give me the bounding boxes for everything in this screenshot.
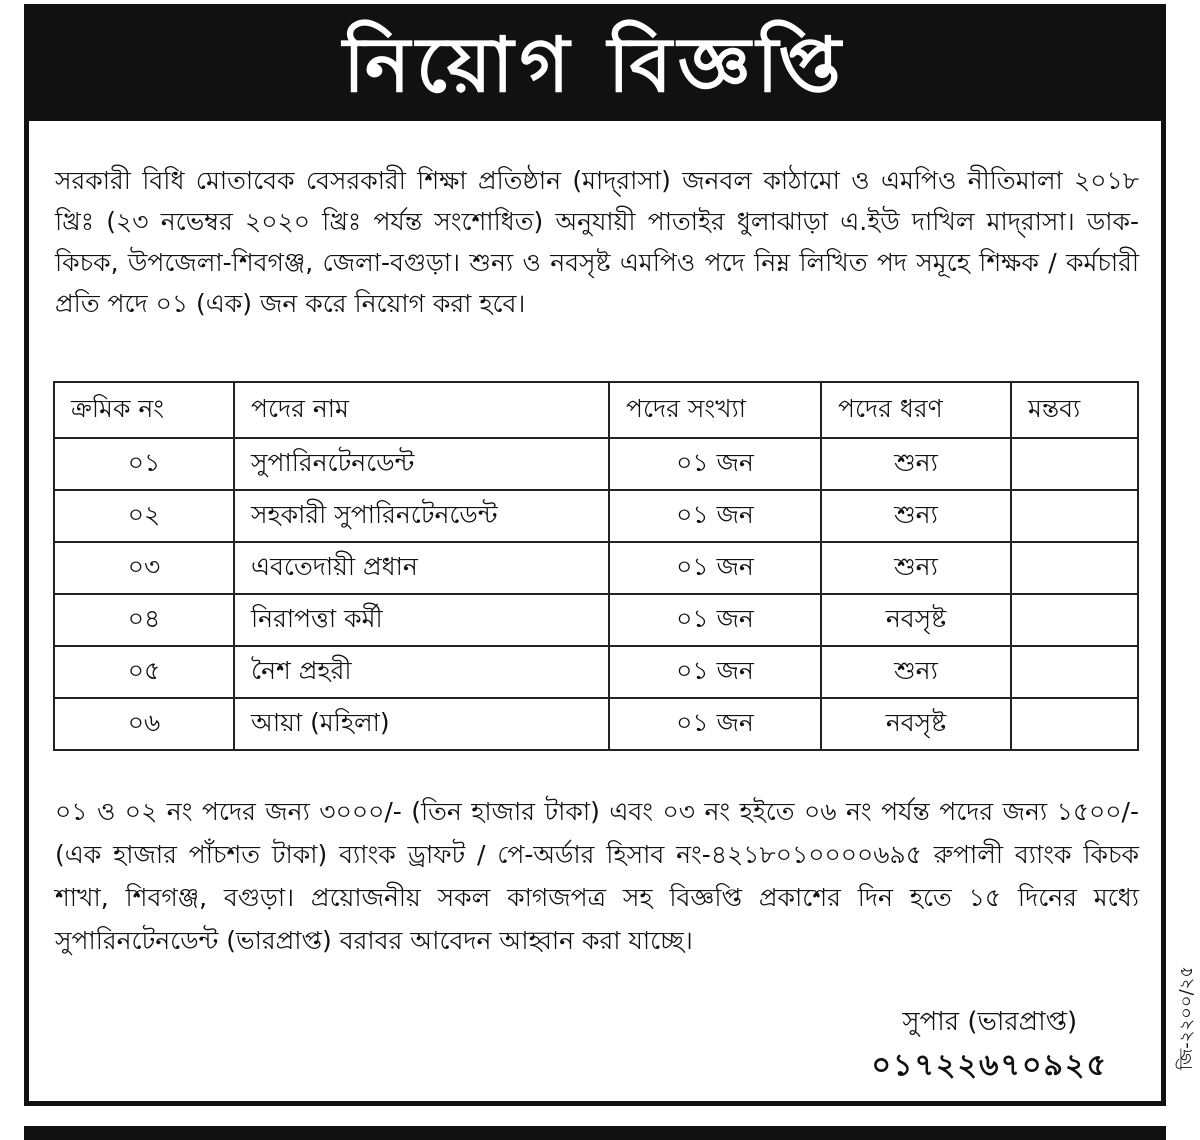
row-serial: ০৪ [54, 594, 234, 646]
table-row [54, 438, 1138, 490]
header-post-count: পদের সংখ্যা [609, 382, 821, 438]
row-post-count: ০১ জন [609, 542, 821, 594]
table-row [54, 490, 1138, 542]
row-post-type: শুন্য [821, 438, 1011, 490]
row-remarks [1011, 490, 1138, 542]
row-post-count: ০১ জন [609, 438, 821, 490]
row-post-name: এবতেদায়ী প্রধান [234, 542, 609, 594]
publication-reference-code: জি-২২০০/২৫ [1176, 965, 1197, 1070]
row-post-count: ০১ জন [609, 646, 821, 698]
row-post-type: শুন্য [821, 490, 1011, 542]
row-serial: ০২ [54, 490, 234, 542]
row-post-count: ০১ জন [609, 698, 821, 750]
title-banner [29, 9, 1161, 121]
row-post-name: আয়া (মহিলা) [234, 698, 609, 750]
application-fee-paragraph: ০১ ও ০২ নং পদের জন্য ৩০০০/- (তিন হাজার টাকা) এবং ০৩ নং হইতে ০৬ নং পর্যন্ত পদের জন্য ১৫০০/-(এক হাজার পাঁচশত টাকা) ব্যাংক ড্রাফট / পে-অর্ডার হিসাব নং-৪২১৮০১০০০০৬৯৫ রুপালী ব্যাংক কিচক শাখা, শিবগঞ্জ, বগুড়া। প্রয়োজনীয় সকল কাগজপত্র সহ বিজ্ঞপ্তি প্রকাশের দিন হতে ১৫ দিনের মধ্যে সুপারিনটেনডেন্ট (ভারপ্রাপ্ত) বরাবর আবেদন আহ্বান করা যাচ্ছে। [55, 797, 1139, 955]
table-row [54, 698, 1138, 750]
row-post-name: সুপারিনটেনডেন্ট [234, 438, 609, 490]
notice-title: নিয়োগ বিজ্ঞপ্তি [343, 20, 847, 109]
intro-paragraph: সরকারী বিধি মোতাবেক বেসরকারী শিক্ষা প্রতিষ্ঠান (মাদ্‌রাসা) জনবল কাঠামো ও এমপিও নীতিমালা ২০১৮ খ্রিঃ (২৩ নভেম্বর ২০২০ খ্রিঃ পর্যন্ত সংশোধিত) অনুযায়ী পাতাইর ধুলাঝাড়া এ.ইউ দাখিল মাদ্‌রাসা। ডাক-কিচক, উপজেলা-শিবগঞ্জ, জেলা-বগুড়া। শুন্য ও নবসৃষ্ট এমপিও পদে নিম্ন লিখিত পদ সমূহে শিক্ষক / কর্মচারী প্রতি পদে ০১ (এক) জন করে নিয়োগ করা হবে। [55, 166, 1139, 318]
row-post-count: ০১ জন [609, 594, 821, 646]
vacancy-table [53, 381, 1139, 751]
row-serial: ০৫ [54, 646, 234, 698]
row-post-name: সহকারী সুপারিনটেনডেন্ট [234, 490, 609, 542]
bottom-divider [24, 1126, 1166, 1140]
signatory-block [872, 1000, 1108, 1088]
table-header-row [54, 382, 1138, 438]
row-serial: ০৩ [54, 542, 234, 594]
row-post-type: শুন্য [821, 542, 1011, 594]
contact-phone: ০১৭২২৬৭০৯২৫ [871, 1048, 1108, 1083]
row-post-type: নবসৃষ্ট [821, 698, 1011, 750]
header-remarks: মন্তব্য [1011, 382, 1138, 438]
row-post-type: শুন্য [821, 646, 1011, 698]
row-post-name: নিরাপত্তা কর্মী [234, 594, 609, 646]
row-post-name: নৈশ প্রহরী [234, 646, 609, 698]
row-serial: ০৬ [54, 698, 234, 750]
table-row [54, 542, 1138, 594]
signatory-title: সুপার (ভারপ্রাপ্ত) [902, 1007, 1078, 1037]
table-row [54, 594, 1138, 646]
row-remarks [1011, 594, 1138, 646]
table-row [54, 646, 1138, 698]
notice-frame [24, 4, 1166, 1106]
row-serial: ০১ [54, 438, 234, 490]
header-post-name: পদের নাম [234, 382, 609, 438]
row-remarks [1011, 542, 1138, 594]
row-post-count: ০১ জন [609, 490, 821, 542]
row-post-type: নবসৃষ্ট [821, 594, 1011, 646]
row-remarks [1011, 698, 1138, 750]
header-serial: ক্রমিক নং [54, 382, 234, 438]
row-remarks [1011, 646, 1138, 698]
header-post-type: পদের ধরণ [821, 382, 1011, 438]
row-remarks [1011, 438, 1138, 490]
